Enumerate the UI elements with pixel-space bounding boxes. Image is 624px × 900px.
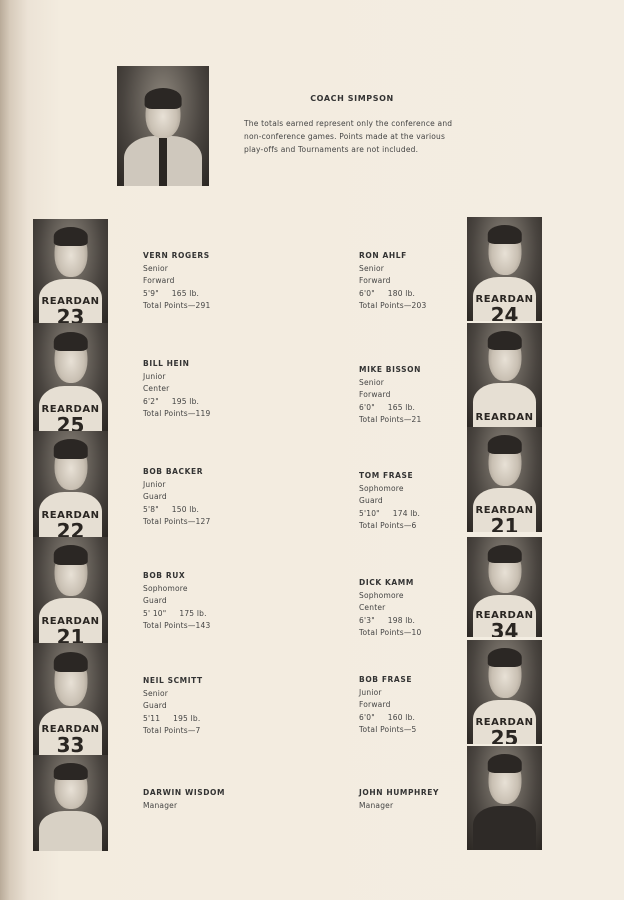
manager-photo bbox=[467, 746, 542, 850]
manager-info bbox=[143, 787, 253, 812]
player-photo bbox=[467, 427, 542, 532]
player-photo bbox=[33, 431, 108, 537]
player-points: Total Points—7 bbox=[143, 726, 201, 735]
coach-note: The totals earned represent only the conference and non-conference games. Points made at the various play-offs and Tournaments are not included. bbox=[244, 119, 453, 154]
player-position: Center bbox=[359, 603, 386, 612]
player-photo bbox=[467, 323, 542, 427]
manager-name: DARWIN WISDOM bbox=[143, 788, 226, 797]
manager-name: JOHN HUMPHREY bbox=[359, 788, 440, 797]
jersey-number: 21 bbox=[490, 514, 519, 532]
manager-role: Manager bbox=[359, 800, 394, 810]
player-info bbox=[143, 675, 253, 738]
player-measurements bbox=[359, 288, 469, 301]
jersey-number: 24 bbox=[490, 303, 519, 321]
player-class: Junior bbox=[143, 371, 166, 381]
player-weight: 195 lb. bbox=[173, 713, 201, 723]
player-measurements bbox=[143, 504, 253, 517]
player-photo bbox=[33, 643, 108, 755]
player-points: Total Points—10 bbox=[359, 628, 422, 637]
player-height: 6'2" bbox=[143, 396, 159, 406]
player-height: 6'3" bbox=[359, 615, 375, 625]
player-height: 5'11 bbox=[143, 713, 161, 723]
player-points: Total Points—5 bbox=[359, 725, 417, 734]
player-photo bbox=[33, 323, 108, 431]
manager-photo bbox=[33, 755, 108, 851]
player-weight: 198 lb. bbox=[387, 615, 416, 625]
player-measurements bbox=[359, 402, 469, 415]
player-info bbox=[359, 674, 469, 737]
player-position: Guard bbox=[143, 596, 167, 605]
player-name: NEIL SCMITT bbox=[143, 676, 203, 685]
player-class: Senior bbox=[143, 688, 169, 698]
jersey-number: 23 bbox=[56, 305, 85, 323]
player-position: Forward bbox=[143, 276, 175, 285]
player-weight: 160 lb. bbox=[387, 712, 416, 722]
player-points: Total Points—127 bbox=[143, 517, 211, 526]
player-weight: 165 lb. bbox=[387, 402, 416, 412]
jersey-number: 22 bbox=[56, 519, 85, 537]
player-measurements bbox=[359, 508, 469, 521]
player-height: 5'9" bbox=[143, 288, 159, 298]
player-class: Senior bbox=[359, 263, 385, 273]
jersey-text: REARDAN bbox=[41, 510, 100, 521]
manager-role: Manager bbox=[143, 800, 178, 810]
player-position: Guard bbox=[143, 492, 167, 501]
player-class: Sophomore bbox=[143, 583, 188, 593]
player-height: 6'0" bbox=[359, 712, 375, 722]
jersey-text: REARDAN bbox=[475, 294, 534, 305]
jersey-text: REARDAN bbox=[41, 296, 100, 307]
player-weight: 174 lb. bbox=[392, 508, 421, 518]
player-info bbox=[359, 577, 469, 640]
player-name: TOM FRASE bbox=[359, 471, 414, 480]
player-weight: 175 lb. bbox=[179, 608, 207, 618]
player-measurements bbox=[143, 608, 253, 621]
player-photo bbox=[33, 219, 108, 323]
player-position: Forward bbox=[359, 390, 391, 399]
jersey-text: REARDAN bbox=[475, 412, 534, 423]
player-height: 5'8" bbox=[143, 504, 159, 514]
player-class: Sophomore bbox=[359, 590, 404, 600]
player-position: Forward bbox=[359, 276, 391, 285]
player-name: BOB BACKER bbox=[143, 467, 204, 476]
jersey-text: REARDAN bbox=[475, 610, 534, 621]
player-photo bbox=[467, 217, 542, 321]
player-height: 6'0" bbox=[359, 288, 375, 298]
player-height: 5'10" bbox=[359, 508, 380, 518]
player-position: Guard bbox=[359, 496, 383, 505]
player-info bbox=[143, 466, 253, 529]
jersey-number: 34 bbox=[490, 619, 519, 637]
player-points: Total Points—119 bbox=[143, 409, 211, 418]
player-measurements bbox=[143, 288, 253, 301]
player-points: Total Points—21 bbox=[359, 415, 422, 424]
coach-photo bbox=[117, 66, 209, 186]
player-points: Total Points—291 bbox=[143, 301, 211, 310]
player-position: Guard bbox=[143, 701, 167, 710]
manager-info bbox=[359, 787, 469, 812]
jersey-text: REARDAN bbox=[41, 404, 100, 415]
player-info bbox=[359, 364, 469, 427]
player-weight: 165 lb. bbox=[171, 288, 200, 298]
jersey-text: REARDAN bbox=[41, 724, 100, 735]
player-weight: 180 lb. bbox=[387, 288, 416, 298]
player-name: VERN ROGERS bbox=[143, 251, 210, 260]
player-weight: 195 lb. bbox=[171, 396, 200, 406]
player-points: Total Points—203 bbox=[359, 301, 427, 310]
player-photo bbox=[467, 537, 542, 637]
player-name: RON AHLF bbox=[359, 251, 407, 260]
player-measurements bbox=[143, 396, 253, 409]
player-info bbox=[359, 250, 469, 313]
jersey-number: 25 bbox=[56, 413, 85, 431]
player-height: 6'0" bbox=[359, 402, 375, 412]
player-name: BOB FRASE bbox=[359, 675, 413, 684]
jersey-number: 21 bbox=[56, 625, 85, 643]
jersey-number: 33 bbox=[56, 733, 85, 755]
player-measurements bbox=[359, 712, 469, 725]
player-points: Total Points—143 bbox=[143, 621, 211, 630]
player-position: Center bbox=[143, 384, 170, 393]
player-info bbox=[143, 358, 253, 421]
player-photo bbox=[467, 640, 542, 744]
player-name: MIKE BISSON bbox=[359, 365, 422, 374]
jersey-number: 25 bbox=[490, 726, 519, 744]
player-info bbox=[359, 470, 469, 533]
player-weight: 150 lb. bbox=[171, 504, 200, 514]
player-measurements bbox=[359, 615, 469, 628]
player-class: Sophomore bbox=[359, 483, 404, 493]
player-class: Senior bbox=[359, 377, 385, 387]
player-position: Forward bbox=[359, 700, 391, 709]
player-name: BILL HEIN bbox=[143, 359, 190, 368]
jersey-text: REARDAN bbox=[475, 505, 534, 516]
player-info bbox=[143, 250, 253, 313]
player-name: BOB RUX bbox=[143, 571, 186, 580]
player-photo bbox=[33, 537, 108, 643]
player-points: Total Points—6 bbox=[359, 521, 417, 530]
player-measurements bbox=[143, 713, 253, 726]
player-name: DICK KAMM bbox=[359, 578, 414, 587]
player-class: Junior bbox=[359, 687, 382, 697]
player-class: Senior bbox=[143, 263, 169, 273]
player-class: Junior bbox=[143, 479, 166, 489]
jersey-text: REARDAN bbox=[41, 616, 100, 627]
jersey-text: REARDAN bbox=[475, 717, 534, 728]
coach-title: COACH SIMPSON bbox=[310, 94, 394, 103]
player-info bbox=[143, 570, 253, 633]
player-height: 5' 10" bbox=[143, 608, 167, 618]
